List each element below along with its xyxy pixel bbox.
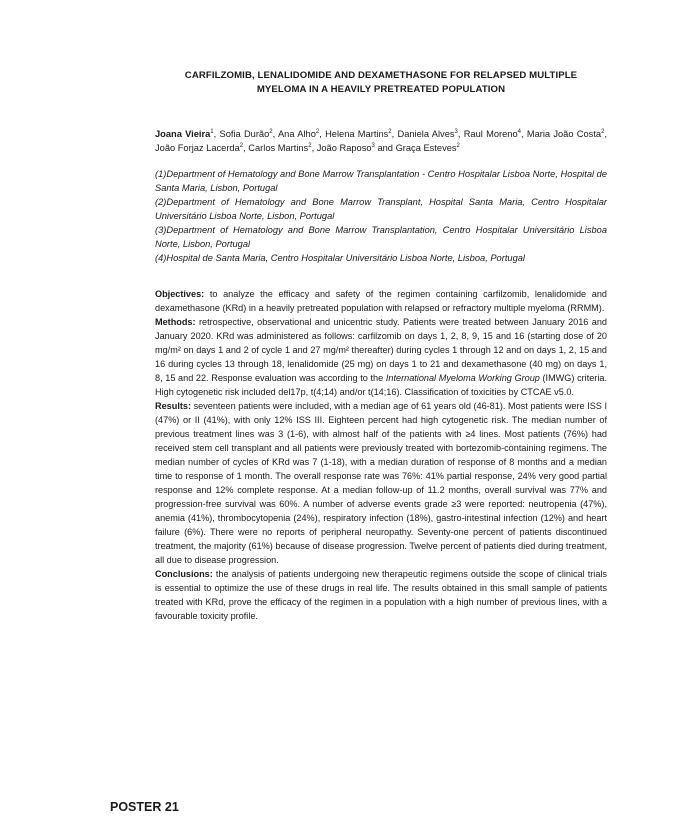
author-name: Joana Vieira: [155, 129, 211, 139]
author-affiliation-number: 3: [454, 128, 458, 135]
author-affiliation-number: 1: [210, 128, 214, 135]
paper-title: [155, 69, 607, 97]
affiliation-1: (1)Department of Hematology and Bone Marrow Transplantation - Centro Hospitalar Lisboa Norte, Hospital de Santa Maria, Lisbon, Portugal: [155, 169, 607, 193]
methods-text: retrospective, observational and unicentric study. Patients were treated between January 2016 and January 2020. KRd was administered as follows: carfilzomib on days 1, 2, 8, 9, 15 and 16 (starting dose of 20 mg/m² on days 1 and 2 of cycle 1 and 27 mg/m² thereafter) during cycles 1 through 12 and on days 1, 2, 15 and 16 during cycles 13 through 18, lenalidomide (25 mg) on days 1 to 21 and dexamethasone (40 mg) on days 1, 8, 15 and 22. Response evaluation was according to the: [155, 317, 607, 383]
author-name: Raul Moreno: [463, 129, 518, 139]
methods-italic-term: International Myeloma Working Group: [385, 373, 540, 383]
author-name: Ana Alho: [277, 129, 316, 139]
author-name: João Forjaz Lacerda: [155, 143, 240, 153]
methods-label: Methods:: [155, 317, 196, 327]
author-affiliation-number: 2: [269, 128, 273, 135]
author-affiliation-number: 2: [601, 128, 605, 135]
author-affiliation-number: 3: [371, 142, 375, 149]
paper-title-line-2: MYELOMA IN A HEAVILY PRETREATED POPULATION: [256, 84, 506, 95]
conclusions-text: the analysis of patients undergoing new therapeutic regimens outside the scope of clinical trials is essential to optimize the use of these drugs in real life. The results obtained in this small sample of patients treated with KRd, prove the efficacy of the regimen in a population with a high number of previous lines, with a favourable toxicity profile.: [155, 569, 607, 621]
author-affiliation-number: 2: [388, 128, 392, 135]
author-name: Helena Martins: [325, 129, 389, 139]
author-list: Joana Vieira$^1$, Sofia Durão$^2$, Ana Alho$^2$, Helena Martins$^2$, Daniela Alves$^3$, Raul Moreno$^4$, Maria João Costa$^2$, João Forjaz Lacerda$^2$, Carlos Martins$^2$, João Raposo$^3$ and Graça Esteves$^2$: [155, 128, 608, 153]
results-label: Results:: [155, 401, 192, 411]
methods-section: [155, 315, 607, 399]
author-name: Graça Esteves: [395, 143, 457, 153]
author-name: João Raposo: [316, 143, 372, 153]
objectives-label: Objectives:: [155, 289, 205, 299]
poster-label: POSTER 21: [110, 800, 179, 814]
author-affiliation-number: 2: [456, 142, 460, 149]
author-name: Sofia Durão: [219, 129, 270, 139]
objectives-section: [155, 287, 607, 315]
author-affiliation-number: 2: [315, 128, 320, 135]
author-affiliation-number: 2: [308, 142, 312, 149]
methods-text-cont: (IMWG) criteria. High cytogenetic risk included del17p, t(4;14) and/or t(14;16). Classification of toxicities by CTCAE v5.0.: [155, 373, 607, 397]
abstract-body: [155, 287, 607, 623]
conclusions-section: [155, 567, 607, 623]
affiliation-3: (3)Department of Hematology and Bone Marrow Transplantation, Centro Hospitalar Universitário Lisboa Norte, Lisbon, Portugal: [155, 225, 607, 249]
paper-title-line-1: CARFILZOMIB, LENALIDOMIDE AND DEXAMETHASONE FOR RELAPSED MULTIPLE: [184, 70, 578, 81]
conclusions-label: Conclusions:: [155, 569, 213, 579]
results-text: seventeen patients were included, with a median age of 61 years old (46-81). Most patients were ISS I (47%) or II (41%), with only 12% ISS III. Eighteen percent had high cytogenetic risk. The median number of previous treatment lines was 3 (1-6), with almost half of the patients with ≥4 lines. Most patients (76%) had received stem cell transplant and all patients were previously treated with bortezomib-containing regimens. The median number of cycles of KRd was 7 (1-18), with a median duration of response of 8 months and a median time to response of 1 month. The overall response rate was 76%: 41% partial response, 24% very good partial response and 12% complete response. At a median follow-up of 11.2 months, overall survival was 77% and progression-free survival was 60%. A number of adverse events grade ≥3 were reported: neutropenia (47%), anemia (41%), thrombocytopenia (24%), respiratory infection (18%), gastro-intestinal infection (12%) and heart failure (6%). There were no reports of peripheral neuropathy. Seventy-one percent of patients discontinued treatment, the majority (61%) because of disease progression. Twelve percent of patients died during treatment, all due to disease progression.: [155, 401, 607, 565]
results-section: [155, 399, 607, 567]
affiliation-list: [155, 167, 607, 265]
author-name: Maria João Costa: [526, 129, 602, 139]
author-affiliation-number: 4: [517, 128, 521, 135]
affiliation-4: (4)Hospital de Santa Maria, Centro Hospitalar Universitário Lisboa Norte, Lisboa, Portugal: [155, 253, 525, 263]
affiliation-2: (2)Department of Hematology and Bone Marrow Transplant, Hospital Santa Maria, Centro Hospitalar Universitário Lisboa Norte, Lisbon, Portugal: [155, 197, 607, 221]
author-name: Daniela Alves: [397, 129, 455, 139]
author-affiliation-number: 2: [239, 142, 244, 149]
author-name: Carlos Martins: [248, 143, 309, 153]
objectives-text: to analyze the efficacy and safety of the regimen containing carfilzomib, lenalidomide and dexamethasone (KRd) in a heavily pretreated population with relapsed or refractory multiple myeloma (RRMM).: [155, 289, 607, 313]
